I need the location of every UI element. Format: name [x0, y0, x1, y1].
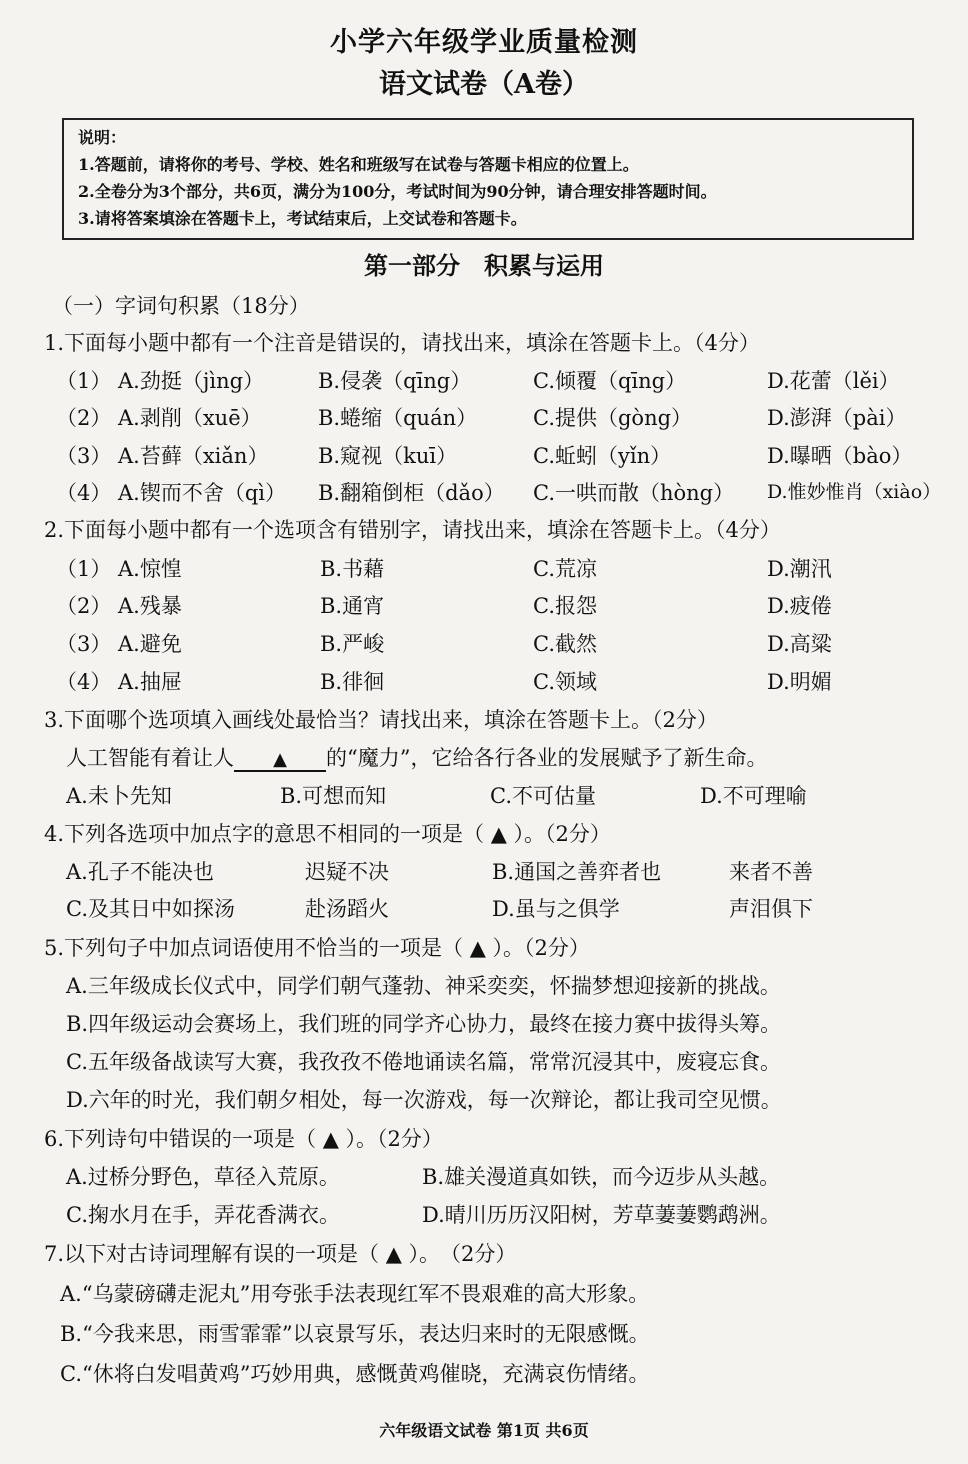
- instruction-item: 2.全卷分为3个部分，共6页，满分为100分，考试时间为90分钟，请合理安排答题时间。: [78, 182, 717, 201]
- instructions-box: [62, 118, 914, 240]
- q1-row-num: （2）: [56, 406, 112, 430]
- q1-option: B.窥视（kuī）: [318, 444, 458, 468]
- q2-option: C.领域: [533, 670, 597, 694]
- exam-subtitle: 语文试卷（A卷）: [379, 69, 589, 100]
- q2-option: A.抽屉: [118, 670, 182, 694]
- q1-option: B.蜷缩（quán）: [318, 406, 478, 430]
- q5-option: D.六年的时光，我们朝夕相处，每一次游戏，每一次辩论，都让我司空见惯。: [66, 1088, 782, 1112]
- part-heading: 第一部分 积累与运用: [364, 251, 604, 280]
- q2-option: B.徘徊: [320, 670, 385, 694]
- q1-option: A.苔藓（xiǎn）: [118, 444, 269, 468]
- q2-option: A.惊惶: [118, 557, 182, 581]
- q4-option: A.孔子不能决也: [66, 860, 214, 884]
- q1-option: B.侵袭（qīng）: [318, 369, 472, 393]
- q3-option: B.可想而知: [280, 784, 387, 808]
- q6-option: B.雄关漫道真如铁，而今迈步从头越。: [422, 1165, 781, 1189]
- q7-stem: 7.以下对古诗词理解有误的一项是（ ▲ ）。 （2分）: [44, 1242, 517, 1266]
- q3-option: C.不可估量: [490, 784, 596, 808]
- q5-option: C.五年级备战读写大赛，我孜孜不倦地诵读名篇，常常沉浸其中，废寝忘食。: [66, 1050, 781, 1074]
- q2-option: D.明媚: [767, 670, 832, 694]
- triangle-marker: ▲: [273, 749, 287, 770]
- q1-option: A.劲挺（jìng）: [118, 369, 265, 393]
- exam-title: 小学六年级学业质量检测: [330, 27, 638, 58]
- instructions-heading: 说明：: [78, 128, 127, 147]
- q1-option: C.一哄而散（hòng）: [533, 481, 735, 505]
- q2-option: B.严峻: [320, 632, 385, 656]
- q2-option: C.截然: [533, 632, 597, 656]
- q4-stem: 4.下列各选项中加点字的意思不相同的一项是（ ▲ ）。（2分）: [44, 822, 611, 846]
- q1-option: C.倾覆（qīng）: [533, 369, 687, 393]
- page-footer: 六年级语文试卷 第1页 共6页: [379, 1421, 589, 1440]
- q5-option: A.三年级成长仪式中，同学们朝气蓬勃、神采奕奕，怀揣梦想迎接新的挑战。: [66, 974, 781, 998]
- q1-option: B.翻箱倒柜（dǎo）: [318, 481, 505, 505]
- q2-row-num: （4）: [56, 670, 112, 694]
- q4-option: 赴汤蹈火: [305, 897, 389, 921]
- q1-option: D.澎湃（pài）: [767, 406, 907, 430]
- q5-stem: 5.下列句子中加点词语使用不恰当的一项是（ ▲ ）。（2分）: [44, 936, 590, 960]
- q2-row-num: （2）: [56, 594, 112, 618]
- q2-option: D.高粱: [767, 632, 832, 656]
- q2-option: C.报怨: [533, 594, 597, 618]
- q2-option: B.书藉: [320, 557, 385, 581]
- q1-stem: 1.下面每小题中都有一个注音是错误的，请找出来，填涂在答题卡上。（4分）: [44, 331, 760, 355]
- q1-option: D.曝晒（bào）: [767, 444, 913, 468]
- q2-option: D.潮汛: [767, 557, 832, 581]
- q2-row-num: （3）: [56, 632, 112, 656]
- q1-option: C.蚯蚓（yǐn）: [533, 444, 672, 468]
- q4-option: C.及其日中如探汤: [66, 897, 235, 921]
- section-heading: （一）字词句积累（18分）: [52, 294, 310, 318]
- q7-option: B.“今我来思，雨雪霏霏”以哀景写乐，表达归来时的无限感慨。: [60, 1322, 650, 1346]
- q1-option: C.提供（gòng）: [533, 406, 693, 430]
- q4-option: 来者不善: [729, 860, 813, 884]
- q6-stem: 6.下列诗句中错误的一项是（ ▲ ）。（2分）: [44, 1127, 443, 1151]
- q3-option: D.不可理喻: [700, 784, 807, 808]
- q3-sentence-before: 人工智能有着让人: [66, 746, 234, 770]
- q5-option: B.四年级运动会赛场上，我们班的同学齐心协力，最终在接力赛中拔得头筹。: [66, 1012, 782, 1036]
- q3-option: A.未卜先知: [66, 784, 172, 808]
- q1-row-num: （3）: [56, 444, 112, 468]
- q1-option: A.剥削（xuē）: [118, 406, 262, 430]
- q1-row-num: （1）: [56, 369, 112, 393]
- q6-option: C.掬水月在手，弄花香满衣。: [66, 1203, 340, 1227]
- q6-option: A.过桥分野色，草径入荒原。: [66, 1165, 340, 1189]
- q3-sentence: [66, 742, 767, 772]
- instruction-item: 3.请将答案填涂在答题卡上，考试结束后，上交试卷和答题卡。: [78, 209, 527, 228]
- q4-option: D.虽与之俱学: [492, 897, 620, 921]
- q1-option: D.惟妙惟肖（xiào）: [767, 481, 942, 503]
- q1-row-num: （4）: [56, 481, 112, 505]
- q4-option: 迟疑不决: [305, 860, 389, 884]
- q2-option: B.通宵: [320, 594, 385, 618]
- q1-option: A.锲而不舍（qì）: [118, 481, 286, 505]
- q6-option: D.晴川历历汉阳树，芳草萋萋鹦鹉洲。: [422, 1203, 781, 1227]
- q3-stem: 3.下面哪个选项填入画线处最恰当？请找出来，填涂在答题卡上。（2分）: [44, 708, 718, 732]
- q2-option: D.疲倦: [767, 594, 832, 618]
- q2-option: C.荒凉: [533, 557, 597, 581]
- answer-blank: [234, 746, 326, 772]
- q3-sentence-after: 的“魔力”，它给各行各业的发展赋予了新生命。: [326, 746, 768, 770]
- q2-stem: 2.下面每小题中都有一个选项含有错别字，请找出来，填涂在答题卡上。（4分）: [44, 518, 781, 542]
- q2-option: A.避免: [118, 632, 182, 656]
- q2-row-num: （1）: [56, 557, 112, 581]
- q2-option: A.残暴: [118, 594, 182, 618]
- q7-option: C.“休将白发唱黄鸡”巧妙用典，感慨黄鸡催晓，充满哀伤情绪。: [60, 1362, 650, 1386]
- q7-option: A.“乌蒙磅礴走泥丸”用夸张手法表现红军不畏艰难的高大形象。: [60, 1282, 650, 1306]
- q4-option: B.通国之善弈者也: [492, 860, 662, 884]
- q4-option: 声泪俱下: [729, 897, 813, 921]
- q1-option: D.花蕾（lěi）: [767, 369, 900, 393]
- instruction-item: 1.答题前，请将你的考号、学校、姓名和班级写在试卷与答题卡相应的位置上。: [78, 155, 639, 174]
